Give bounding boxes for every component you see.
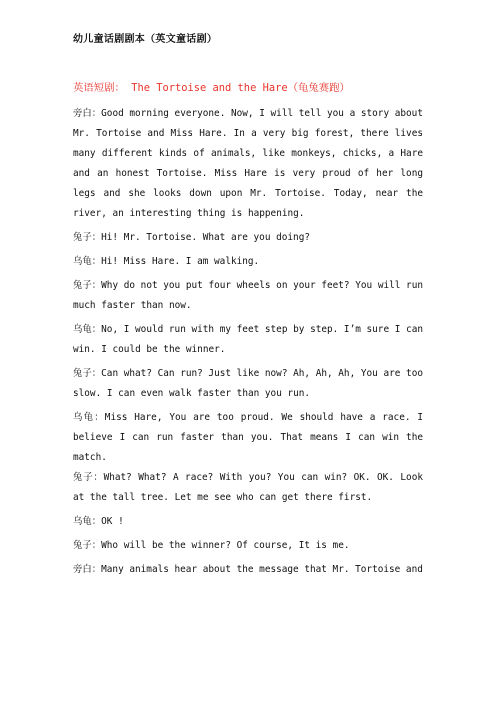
paragraph-narrator-2 — [73, 560, 423, 580]
paragraph-hare-1 — [73, 228, 423, 248]
paragraph-tortoise-4 — [73, 512, 423, 532]
paragraph-tortoise-1 — [73, 252, 423, 272]
speaker-label: 兔子： — [73, 368, 102, 379]
speaker-label: 乌龟： — [73, 516, 102, 527]
paragraph-hare-3 — [73, 364, 423, 404]
paragraph-hare-2 — [73, 276, 423, 316]
speaker-label: 兔子： — [73, 280, 102, 291]
paragraph-text: Many animals hear about the message that Mr. Tortoise and — [101, 564, 423, 575]
speaker-label: 兔子： — [73, 540, 102, 551]
paragraph-tortoise-3 — [73, 408, 423, 468]
speaker-label: 兔子： — [73, 472, 104, 483]
paragraph-text: Hi! Miss Hare. I am walking. — [101, 256, 260, 267]
document-title: 幼儿童话剧剧本（英文童话剧） — [73, 34, 218, 45]
paragraph-tortoise-2 — [73, 320, 423, 360]
paragraph-text: No, I would run with my feet step by step. I’m sure I can win. I could be the winner. — [73, 324, 423, 355]
paragraph-text: OK ! — [101, 516, 124, 527]
speaker-label: 乌龟： — [73, 412, 105, 423]
paragraph-text: Why do not you put four wheels on your feet? You will run much faster than now. — [73, 280, 423, 311]
paragraph-narrator-1 — [73, 104, 423, 224]
speaker-label: 乌龟： — [73, 324, 102, 335]
paragraph-text: What? What? A race? With you? You can win? OK. OK. Look at the tall tree. Let me see who can get there first. — [73, 472, 423, 503]
paragraph-text: Miss Hare, You are too proud. We should have a race. I believe I can run faster than you. That means I can win the match. — [73, 412, 423, 463]
paragraph-text: Hi! Mr. Tortoise. What are you doing? — [101, 232, 310, 243]
speaker-label: 乌龟： — [73, 256, 102, 267]
paragraph-text: Can what? Can run? Just like now? Ah, Ah, Ah, You are too slow. I can even walk faster than you run. — [73, 368, 423, 399]
paragraph-hare-4 — [73, 468, 423, 508]
paragraph-hare-5 — [73, 536, 423, 556]
script-body — [73, 104, 423, 584]
paragraph-text: Good morning everyone. Now, I will tell you a story about Mr. Tortoise and Miss Hare. In a very big forest, there lives many different kinds of animals, like monkeys, chicks, a Hare and an honest Tortoise. Miss Hare is very proud of her long legs and she looks down upon Mr. Tortoise. Today, near the river, an interesting thing is happening. — [73, 108, 423, 219]
speaker-label: 旁白： — [73, 564, 102, 575]
document-subtitle: 英语短剧： The Tortoise and the Hare（龟兔赛跑） — [73, 82, 350, 94]
paragraph-text: Who will be the winner? Of course, It is me. — [101, 540, 350, 551]
speaker-label: 旁白： — [73, 108, 102, 119]
speaker-label: 兔子： — [73, 232, 102, 243]
